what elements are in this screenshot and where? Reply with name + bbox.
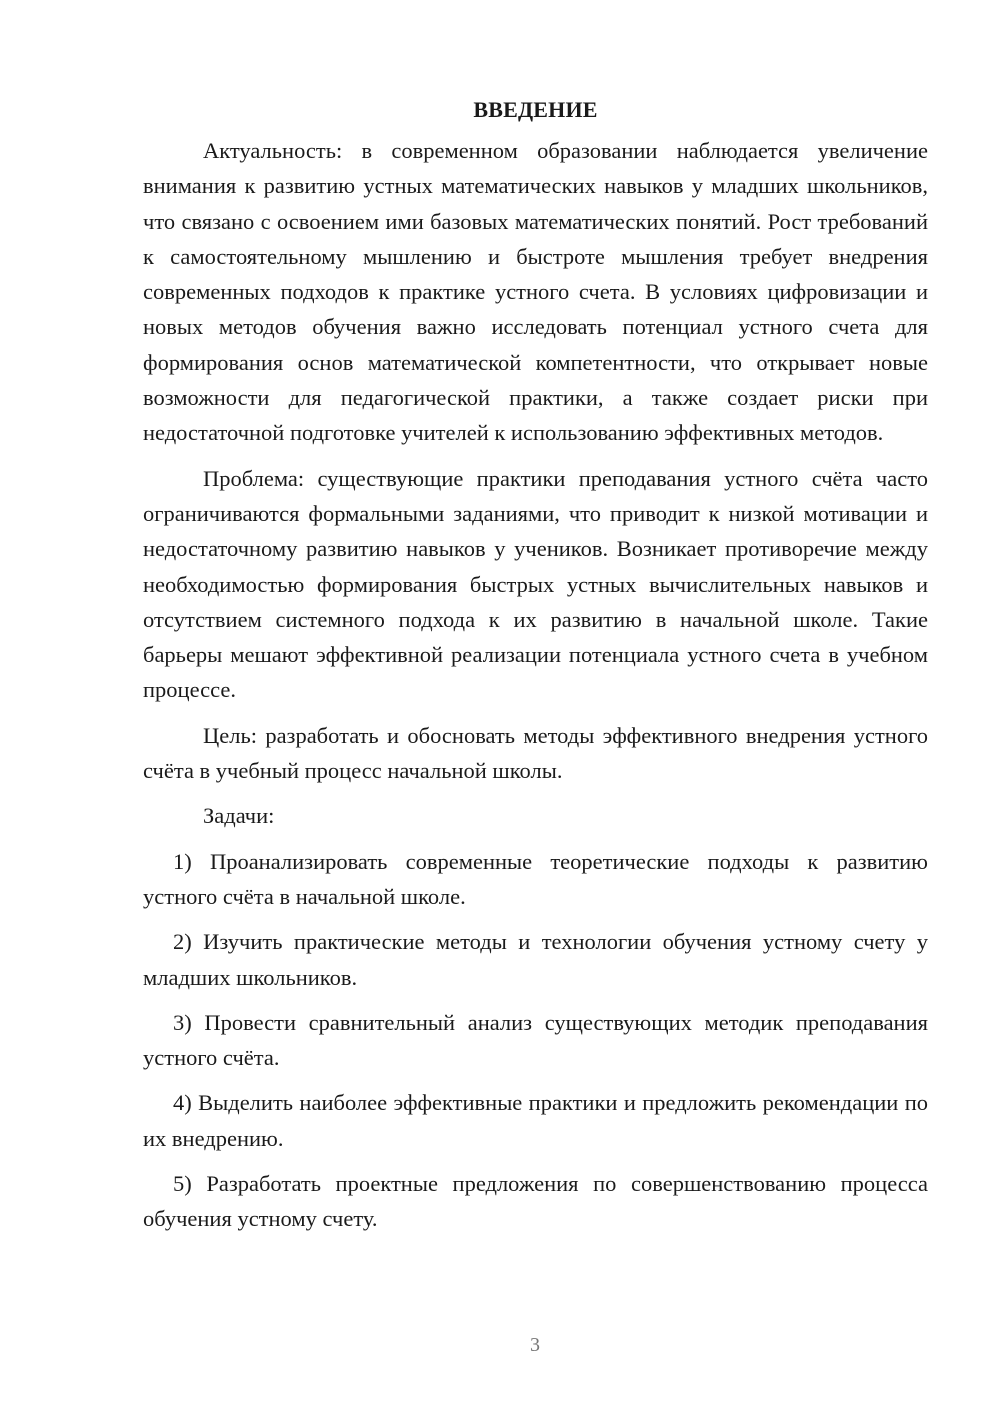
task-item: 2) Изучить практические методы и технологии обучения устному счету у младших школьников.: [143, 929, 928, 990]
section-heading: ВВЕДЕНИЕ: [473, 97, 598, 122]
task-item: 3) Провести сравнительный анализ существующих методик преподавания устного счёта.: [143, 1009, 928, 1071]
problem-paragraph: Проблема: существующие практики преподавания устного счёта часто ограничиваются формальными заданиями, что приводит к низкой мотивации и недостаточному развитию навыков у учеников. Возникает противоречие между необходимостью формирования быстрых устных вычислительных навыков и отсутствием системного подхода к их развитию в начальной школе. Такие барьеры мешают эффективной реализации потенциала устного счета в учебном процессе.: [143, 465, 928, 703]
relevance-paragraph: Актуальность: в современном образовании наблюдается увеличение внимания к развитию устных математических навыков у младших школьников, что связано с освоением ими базовых математических понятий. Рост требований к самостоятельному мышлению и быстроте мышления требует внедрения современных подходов к практике устного счета. В условиях цифровизации и новых методов обучения важно исследовать потенциал устного счета для формирования основ математической компетентности, что открывает новые возможности для педагогической практики, а также создает риски при недостаточной подготовке учителей к использованию эффективных методов.: [143, 138, 928, 446]
goal-paragraph: Цель: разработать и обосновать методы эффективного внедрения устного счёта в учебный процесс начальной школы.: [143, 722, 928, 784]
task-item: 4) Выделить наиболее эффективные практики и предложить рекомендации по их внедрению.: [143, 1090, 928, 1151]
page-number: 3: [530, 1334, 540, 1356]
task-item: 1) Проанализировать современные теоретические подходы к развитию устного счёта в начальной школе.: [143, 848, 928, 909]
document-page: [143, 92, 928, 1237]
tasks-label: Задачи:: [203, 803, 275, 829]
task-item: 5) Разработать проектные предложения по совершенствованию процесса обучения устному счету.: [143, 1171, 928, 1232]
